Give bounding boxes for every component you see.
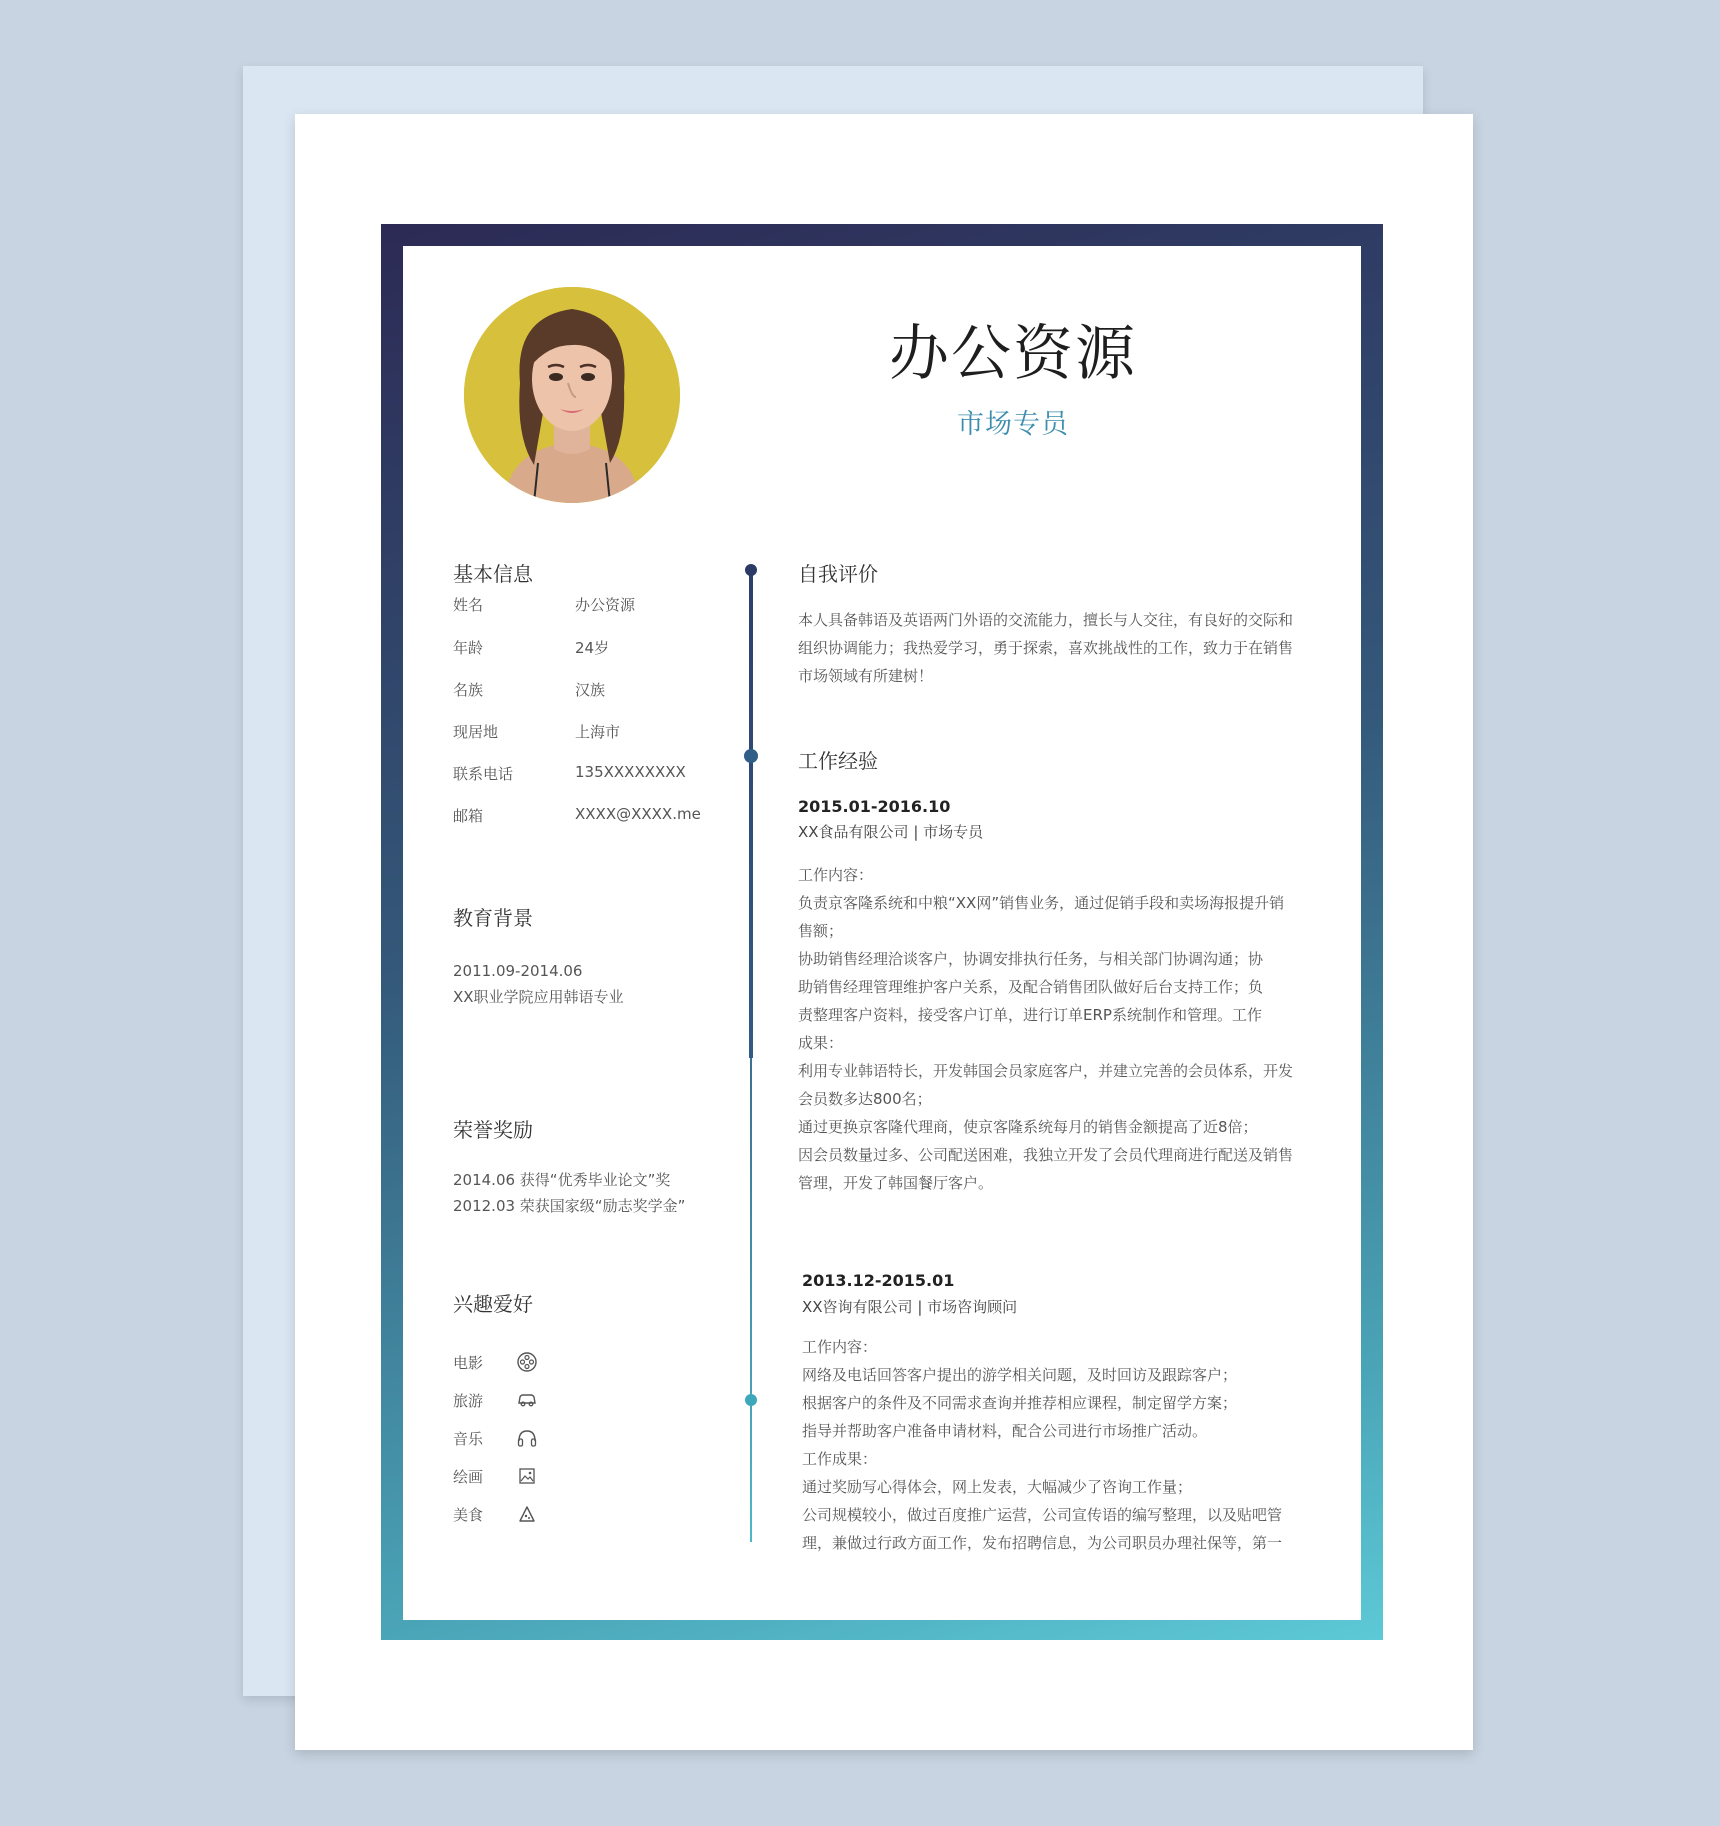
job-line: 指导并帮助客户准备申请材料，配合公司进行市场推广活动。 <box>802 1422 1208 1440</box>
job-line: 成果： <box>798 1034 844 1052</box>
job-line: 利用专业韩语特长，开发韩国会员家庭客户，并建立完善的会员体系，开发 <box>798 1062 1294 1080</box>
hobby-music <box>453 1426 573 1452</box>
info-value: XXXX@XXXX.me <box>575 805 701 823</box>
hobby-label: 美食 <box>453 1506 484 1524</box>
job-title: 市场专员 <box>957 409 1069 440</box>
info-value: 135XXXXXXXX <box>575 763 686 781</box>
info-row-age <box>453 637 713 661</box>
info-row-email <box>453 805 713 829</box>
self-eval-heading: 自我评价 <box>798 562 878 586</box>
resume-content <box>403 246 1361 1620</box>
hobby-food <box>453 1502 573 1528</box>
info-label: 现居地 <box>453 723 499 741</box>
education-period: 2011.09-2014.06 <box>453 962 583 980</box>
info-row-residence <box>453 721 713 745</box>
pizza-slice-icon <box>515 1502 539 1526</box>
job-line: 负责京客隆系统和中粮“XX网”销售业务，通过促销手段和卖场海报提升销 <box>798 894 1285 912</box>
job-line: 助销售经理管理维护客户关系，及配合销售团队做好后台支持工作；负 <box>798 978 1264 996</box>
film-reel-icon <box>515 1350 539 1374</box>
info-value: 24岁 <box>575 639 610 657</box>
job-line: 根据客户的条件及不同需求查询并推荐相应课程，制定留学方案； <box>802 1394 1238 1412</box>
self-eval-line: 组织协调能力；我热爱学习，勇于探索，喜欢挑战性的工作，致力于在销售 <box>798 639 1294 657</box>
job-period: 2015.01-2016.10 <box>798 797 951 816</box>
self-eval-line: 市场领域有所建树！ <box>798 667 934 685</box>
info-value: 汉族 <box>575 681 606 699</box>
hobby-painting <box>453 1464 573 1490</box>
hobby-movie <box>453 1350 573 1376</box>
job-company: XX咨询有限公司 | 市场咨询顾问 <box>802 1298 1018 1316</box>
hobby-label: 旅游 <box>453 1392 484 1410</box>
job-line: 管理，开发了韩国餐厅客户。 <box>798 1174 994 1192</box>
info-label: 邮箱 <box>453 807 484 825</box>
job-line: 通过更换京客隆代理商，使京客隆系统每月的销售金额提高了近8倍； <box>798 1118 1258 1136</box>
avatar <box>464 287 680 503</box>
hobbies-heading: 兴趣爱好 <box>453 1292 533 1316</box>
hobby-label: 绘画 <box>453 1468 484 1486</box>
picture-icon <box>515 1464 539 1488</box>
job-line: 通过奖励写心得体会，网上发表，大幅减少了咨询工作量； <box>802 1478 1193 1496</box>
job-line: 因会员数量过多、公司配送困难，我独立开发了会员代理商进行配送及销售 <box>798 1146 1294 1164</box>
hobby-label: 电影 <box>453 1354 484 1372</box>
info-value: 办公资源 <box>575 596 636 614</box>
education-school: XX职业学院应用韩语专业 <box>453 988 624 1006</box>
education-heading: 教育背景 <box>453 906 533 930</box>
job-line: 协助销售经理洽谈客户，协调安排执行任务，与相关部门协调沟通；协 <box>798 950 1264 968</box>
work-heading: 工作经验 <box>798 749 878 773</box>
basic-info-heading: 基本信息 <box>453 562 533 586</box>
job-period: 2013.12-2015.01 <box>802 1271 955 1290</box>
info-row-name <box>453 594 713 618</box>
job-line: 网络及电话回答客户提出的游学相关问题，及时回访及跟踪客户； <box>802 1366 1238 1384</box>
resume-name: 办公资源 <box>889 319 1137 389</box>
timeline-line <box>749 572 753 1058</box>
car-icon <box>515 1388 539 1412</box>
job-line: 售额； <box>798 922 844 940</box>
hobby-travel <box>453 1388 573 1414</box>
honor-item: 2014.06 获得“优秀毕业论文”奖 <box>453 1171 671 1189</box>
hobby-label: 音乐 <box>453 1430 484 1448</box>
timeline-line-lower <box>750 1058 752 1542</box>
self-eval-line: 本人具备韩语及英语两门外语的交流能力，擅长与人交往，有良好的交际和 <box>798 611 1294 629</box>
job-line: 会员数多达800名； <box>798 1090 932 1108</box>
info-label: 名族 <box>453 681 484 699</box>
job-line: 理，兼做过行政方面工作，发布招聘信息，为公司职员办理社保等，第一 <box>802 1534 1283 1552</box>
job-line: 公司规模较小，做过百度推广运营，公司宣传语的编写整理，以及贴吧管 <box>802 1506 1283 1524</box>
headphones-icon <box>515 1426 539 1450</box>
honor-item: 2012.03 荣获国家级“励志奖学金” <box>453 1197 686 1215</box>
job-line: 工作内容： <box>798 866 874 884</box>
info-value: 上海市 <box>575 723 621 741</box>
job-company: XX食品有限公司 | 市场专员 <box>798 823 984 841</box>
self-eval-text <box>798 606 1308 690</box>
info-label: 年龄 <box>453 639 484 657</box>
info-label: 联系电话 <box>453 765 514 783</box>
job-details <box>798 861 1308 1197</box>
info-row-ethnicity <box>453 679 713 703</box>
timeline-dot <box>744 749 758 763</box>
job-details <box>802 1333 1312 1557</box>
job-line: 责整理客户资料，接受客户订单，进行订单ERP系统制作和管理。工作 <box>798 1006 1262 1024</box>
timeline-dot <box>745 1394 757 1406</box>
job-line: 工作成果： <box>802 1450 878 1468</box>
honors-heading: 荣誉奖励 <box>453 1118 533 1142</box>
info-label: 姓名 <box>453 596 484 614</box>
timeline-dot <box>745 564 757 576</box>
info-row-phone <box>453 763 713 787</box>
job-line: 工作内容： <box>802 1338 878 1356</box>
